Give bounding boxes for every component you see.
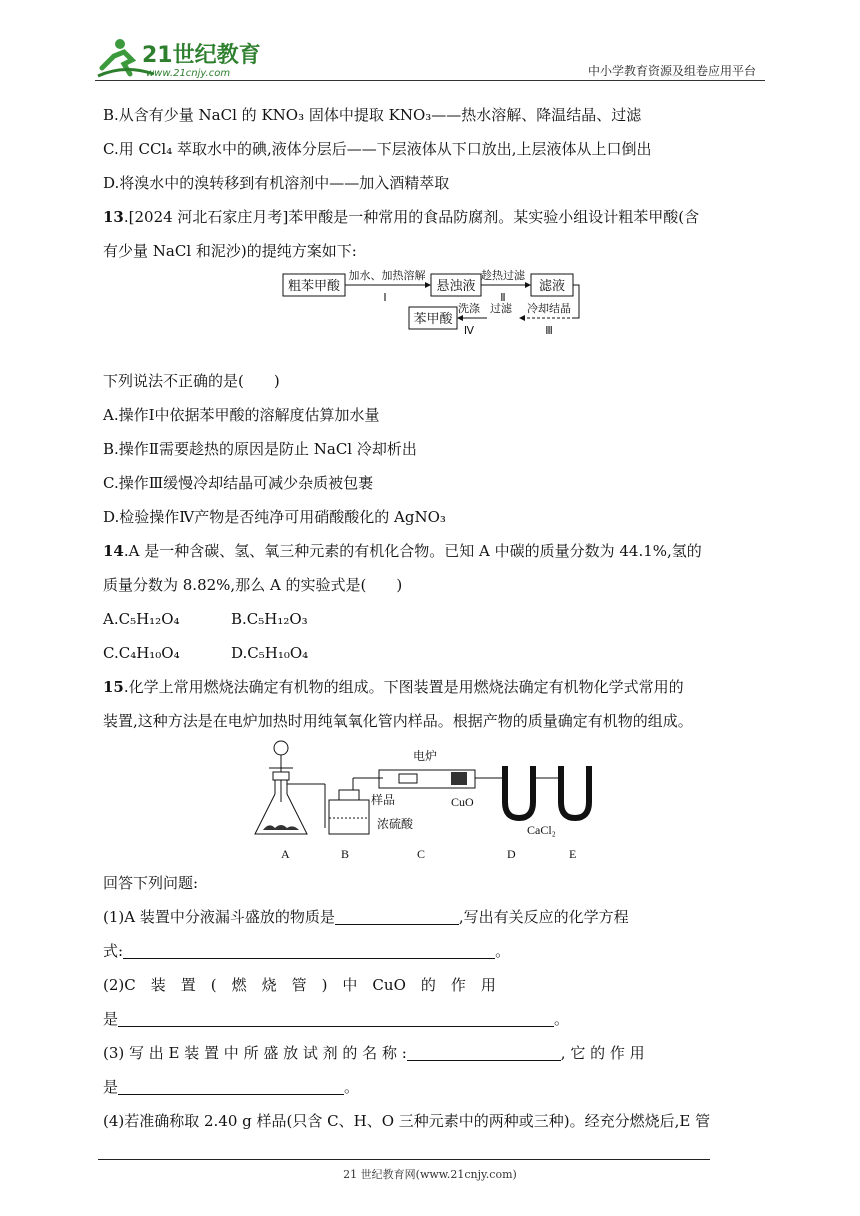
q15-p1a: (1)A 装置中分液漏斗盛放的物质是 <box>103 908 335 926</box>
flow-box2-label: 悬浊液 <box>436 278 476 293</box>
flow-step3-label: 冷却结晶 <box>527 303 571 315</box>
q14-line2: 质量分数为 8.82%,那么 A 的实验式是( ) <box>103 576 403 594</box>
option-b-prev: B.从含有少量 NaCl 的 KNO₃ 固体中提取 KNO₃——热水溶解、降温结晶、过滤 <box>103 106 642 124</box>
q15-part1-line1 <box>103 900 763 934</box>
label-acid: 浓硫酸 <box>377 817 414 831</box>
q13-option-b: B.操作Ⅱ需要趁热的原因是防止 NaCl 冷却析出 <box>103 440 417 458</box>
footer-divider <box>98 1159 710 1160</box>
flow-box1-label: 粗苯甲酸 <box>287 278 341 293</box>
apparatus-a <box>255 741 325 834</box>
q15-part1-line2 <box>103 934 763 968</box>
label-furnace: 电炉 <box>413 749 438 763</box>
label-cuo: CuO <box>451 795 474 809</box>
q13-option-c: C.操作Ⅲ缓慢冷却结晶可减少杂质被包裹 <box>103 474 374 492</box>
flow-step1-num: Ⅰ <box>383 292 387 304</box>
flow-step2-label: 趁热过滤 <box>481 270 525 282</box>
flow-step4-label: 洗涤 <box>458 303 480 315</box>
q13-option-d: D.检验操作Ⅳ产物是否纯净可用硝酸酸化的 AgNO₃ <box>103 508 446 526</box>
q15-part2-line1: (2)C 装 置 ( 燃 烧 管 ) 中 CuO 的 作 用 <box>103 976 496 994</box>
q14-options-row1 <box>103 602 763 636</box>
option-d-prev: D.将溴水中的溴转移到有机溶剂中——加入酒精萃取 <box>103 174 450 192</box>
option-c-prev: C.用 CCl₄ 萃取水中的碘,液体分层后——下层液体从下口放出,上层液体从上口倒出 <box>103 140 652 158</box>
q15-p3b: , 它 的 作 用 <box>560 1044 645 1062</box>
q14-text1: .A 是一种含碳、氢、氧三种元素的有机化合物。已知 A 中碳的质量分数为 44.1%,氢的 <box>123 542 702 560</box>
apparatus-d <box>505 766 561 818</box>
purification-flowchart <box>103 268 763 364</box>
q15-text1: .化学上常用燃烧法确定有机物的组成。下图装置是用燃烧法确定有机物化学式常用的 <box>123 678 684 696</box>
apparatus-e <box>561 766 589 818</box>
q15-number: 15 <box>103 678 124 696</box>
q15-p2c: 。 <box>554 1010 570 1028</box>
q15-p3a: (3) 写 出 E 装 置 中 所 盛 放 试 剂 的 名 称 : <box>103 1044 407 1062</box>
q15-line1 <box>103 670 763 704</box>
page-content <box>103 98 763 1138</box>
site-logo <box>94 34 264 80</box>
flow-step3b-label: 过滤 <box>490 303 512 315</box>
flow-box4-label: 苯甲酸 <box>413 311 453 326</box>
label-e: E <box>569 847 577 861</box>
q15-p3d: 。 <box>344 1078 360 1096</box>
q15-p1b: ,写出有关反应的化学方程 <box>458 908 629 926</box>
q13-text1: .[2024 河北石家庄月考]苯甲酸是一种常用的食品防腐剂。某实验小组设计粗苯甲酸(含 <box>123 208 700 226</box>
logo-text: 21世纪教育 <box>142 43 261 68</box>
flow-step3-num: Ⅲ <box>545 325 553 337</box>
answer-blank-1[interactable] <box>335 906 459 925</box>
flow-box3-label: 滤液 <box>538 278 566 293</box>
q15-p3c: 是 <box>103 1078 119 1096</box>
q14-line1 <box>103 534 763 568</box>
answer-blank-3[interactable] <box>118 1008 554 1027</box>
q15-p2b: 是 <box>103 1010 119 1028</box>
header-platform-text: 中小学教育资源及组卷应用平台 <box>587 64 756 78</box>
q14-options-row2 <box>103 636 763 670</box>
label-cacl2: CaCl₂ <box>527 823 556 837</box>
flow-step1-label: 加水、加热溶解 <box>348 270 426 282</box>
q15-part2-line2 <box>103 1002 763 1036</box>
q15-line2: 装置,这种方法是在电炉加热时用纯氧氧化管内样品。根据产物的质量确定有机物的组成。 <box>103 712 693 730</box>
label-d: D <box>507 847 516 861</box>
q13-option-a: A.操作Ⅰ中依据苯甲酸的溶解度估算加水量 <box>103 406 380 424</box>
q15-part4-line1: (4)若准确称取 2.40 g 样品(只含 C、H、O 三种元素中的两种或三种)。经充分燃烧后,E 管 <box>103 1112 711 1130</box>
flow-step4-num: Ⅳ <box>463 325 475 337</box>
q15-part3-line2 <box>103 1070 763 1104</box>
q13-number: 13 <box>103 208 124 226</box>
label-a: A <box>281 847 290 861</box>
answer-blank-2[interactable] <box>123 940 495 959</box>
q14-option-b: B.C₅H₁₂O₃ <box>231 610 308 628</box>
q15-p1c: 式: <box>103 942 124 960</box>
logo-url: www.21cnjy.com <box>146 68 231 79</box>
q15-part3-line1 <box>103 1036 763 1070</box>
combustion-apparatus-figure <box>103 738 763 866</box>
q14-number: 14 <box>103 542 124 560</box>
label-sample: 样品 <box>371 793 396 807</box>
label-b: B <box>341 847 350 861</box>
q14-option-c: C.C₄H₁₀O₄ <box>103 644 180 662</box>
header-divider <box>95 80 765 81</box>
footer-text: 21 世纪教育网(www.21cnjy.com) <box>343 1168 517 1181</box>
q15-answer-intro: 回答下列问题: <box>103 874 199 892</box>
label-c: C <box>417 847 426 861</box>
flow-step2-num: Ⅱ <box>500 292 506 304</box>
answer-blank-5[interactable] <box>118 1076 344 1095</box>
q13-line2: 有少量 NaCl 和泥沙)的提纯方案如下: <box>103 242 357 260</box>
answer-blank-4[interactable] <box>407 1042 561 1061</box>
q14-option-a: A.C₅H₁₂O₄ <box>103 610 180 628</box>
q15-p1d: 。 <box>495 942 511 960</box>
q13-ask: 下列说法不正确的是( ) <box>103 372 280 390</box>
q14-option-d: D.C₅H₁₀O₄ <box>231 644 309 662</box>
apparatus-c <box>379 770 505 788</box>
q13-line1 <box>103 200 763 234</box>
